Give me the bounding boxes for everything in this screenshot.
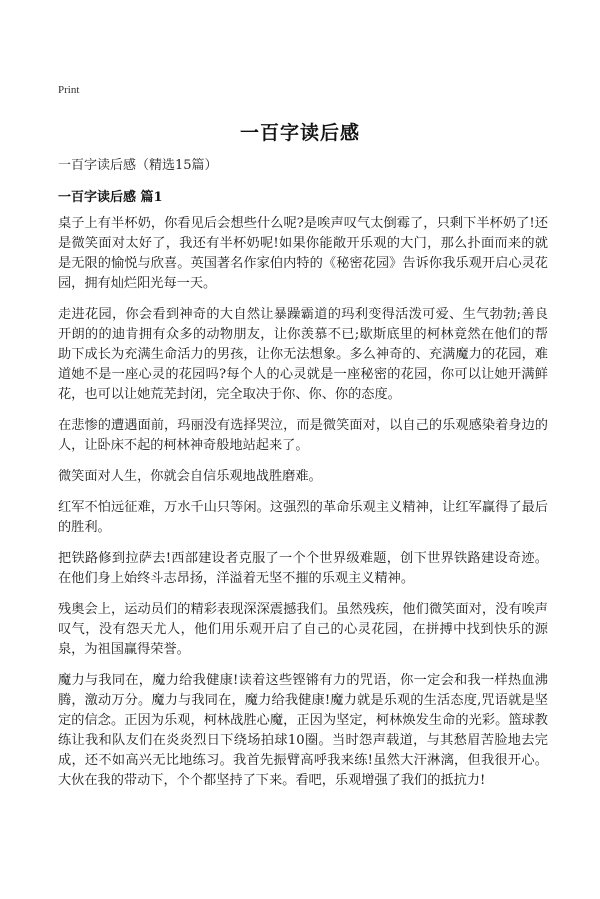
paragraph: 走进花园，你会看到神奇的大自然让暴躁霸道的玛利变得活泼可爱、生气勃勃;善良开朗的的迪肯拥有众多的动物朋友，让你羡慕不已;歇斯底里的柯林竟然在他们的帮助下成长为充满生命活力的男孩，让你无法想象。多么神奇的、充满魔力的花园，难道她不是一座心灵的花园吗?每个人的心灵就是一座秘密的花园，你可以让她开满鲜花，也可以让她荒芜封闭，完全取决于你、你、你的态度。 (58, 307, 548, 402)
paragraph: 红军不怕远征难，万水千山只等闲。这强烈的革命乐观主义精神，让红军赢得了最后的胜利。 (58, 500, 548, 535)
print-label: Print (58, 84, 80, 96)
paragraph: 把铁路修到拉萨去!西部建设者克服了一个个世界级难题，创下世界铁路建设奇迹。在他们身上始终斗志昂扬，洋溢着无坚不摧的乐观主义精神。 (58, 551, 548, 586)
section-heading: 一百字读后感 篇1 (58, 190, 163, 205)
article-body (58, 214, 548, 802)
paragraph: 在悲惨的遭遇面前，玛丽没有选择哭泣，而是微笑面对，以自己的乐观感染着身边的人，让卧床不起的柯林神奇般地站起来了。 (58, 418, 548, 453)
paragraph: 微笑面对人生，你就会自信乐观地战胜磨难。 (58, 469, 322, 484)
document-subtitle: 一百字读后感（精选15篇） (58, 158, 218, 173)
paragraph: 残奥会上，运动员们的精彩表现深深震撼我们。虽然残疾，他们微笑面对，没有唉声叹气，没有怨天尤人，他们用乐观开启了自己的心灵花园，在拼搏中找到快乐的源泉，为祖国赢得荣誉。 (58, 602, 548, 657)
page-title: 一百字读后感 (239, 122, 360, 144)
paragraph: 桌子上有半杯奶，你看见后会想些什么呢?是唉声叹气太倒霉了，只剩下半杯奶了!还是微笑面对太好了，我还有半杯奶呢!如果你能敞开乐观的大门，那么扑面而来的就是无限的愉悦与欣喜。英国著名作家伯内特的《秘密花园》告诉你我乐观开启心灵花园，拥有灿烂阳光每一天。 (58, 216, 548, 291)
paragraph: 魔力与我同在，魔力给我健康!读着这些铿锵有力的咒语，你一定会和我一样热血沸腾，激动万分。魔力与我同在，魔力给我健康!魔力就是乐观的生活态度,咒语就是坚定的信念。正因为乐观，柯林战胜心魔，正因为坚定，柯林焕发生命的光彩。篮球教练让我和队友们在炎炎烈日下绕场拍球10圈。当时怨声载道，与其愁眉苦脸地去完成，还不如高兴无比地练习。我首先振臂高呼我来练!虽然大汗淋漓，但我很开心。大伙在我的带动下，个个都坚持了下来。看吧，乐观增强了我们的抵抗力! (58, 673, 548, 788)
